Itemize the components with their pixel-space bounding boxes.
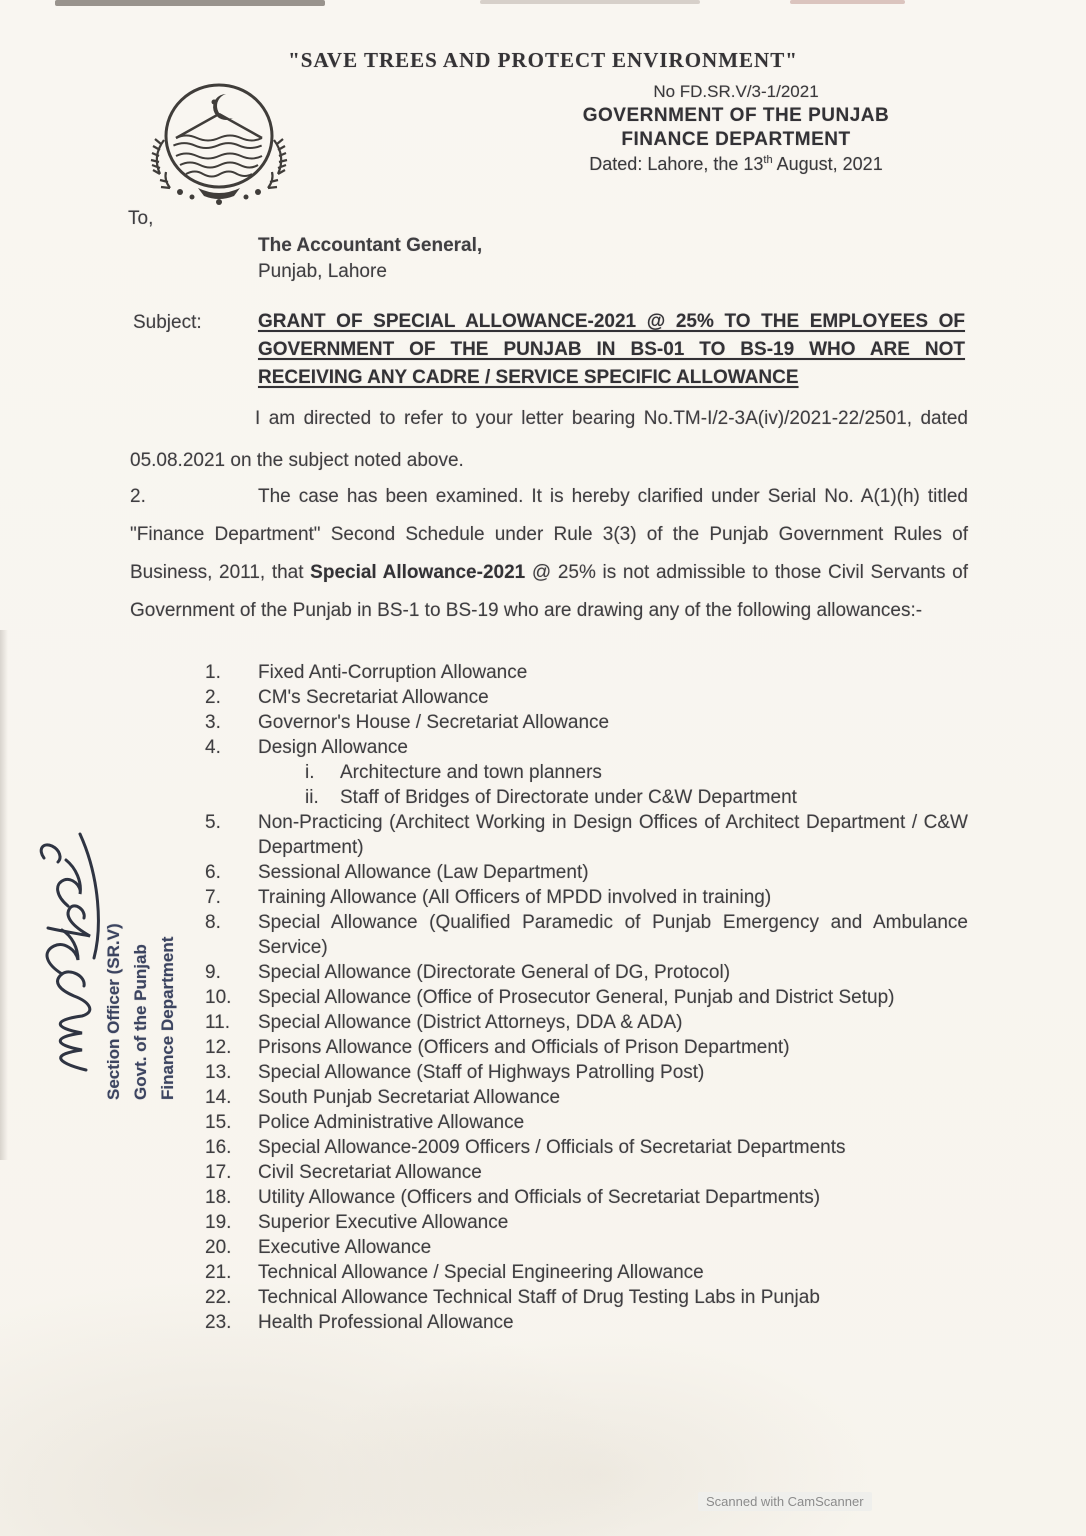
- scan-artifact-top-middle: [480, 0, 700, 4]
- paragraph-2: [130, 478, 968, 630]
- allowance-item: 11. Special Allowance (District Attorneys, DDA & ADA): [205, 1012, 683, 1033]
- paragraph-1: I am directed to refer to your letter bearing No.TM-I/2-3A(iv)/2021-22/2501, dated 05.08.2021 on the subject noted above.: [130, 408, 968, 471]
- handwritten-signature: [28, 818, 110, 1078]
- addressee-name: The Accountant General,: [258, 235, 483, 256]
- tagline: "SAVE TREES AND PROTECT ENVIRONMENT": [288, 48, 798, 72]
- allowance-item: 20. Executive Allowance: [205, 1237, 432, 1258]
- addressee-block: [258, 233, 482, 285]
- allowance-subitem: ii. Staff of Bridges of Directorate under C&W Department: [305, 787, 797, 808]
- allowance-item: 6. Sessional Allowance (Law Department): [205, 862, 589, 883]
- punjab-government-seal-icon: [146, 76, 292, 216]
- camscanner-watermark: Scanned with CamScanner: [698, 1492, 872, 1511]
- allowance-item: 17. Civil Secretariat Allowance: [205, 1162, 482, 1183]
- allowance-item: 9. Special Allowance (Directorate General of DG, Protocol): [205, 962, 731, 983]
- allowance-item: 5. Non-Practicing (Architect Working in Design Offices of Architect Department / C&W Department): [205, 812, 968, 858]
- scan-edge-smudge: [0, 630, 8, 1160]
- allowance-item: 8. Special Allowance (Qualified Paramedic of Punjab Emergency and Ambulance Service): [205, 912, 968, 958]
- allowance-item: 19. Superior Executive Allowance: [205, 1212, 509, 1233]
- allowance-item: 4. Design Allowance: [205, 737, 408, 758]
- scan-artifact-top-right: [790, 0, 905, 4]
- scan-artifact-top-left: [55, 0, 325, 6]
- allowance-item: 2. CM's Secretariat Allowance: [205, 687, 489, 708]
- allowance-item: 14. South Punjab Secretariat Allowance: [205, 1087, 561, 1108]
- paragraph-2-number: 2.: [130, 486, 146, 507]
- allowance-item: 22. Technical Allowance Technical Staff of Drug Testing Labs in Punjab: [205, 1287, 820, 1308]
- allowance-item: 21. Technical Allowance / Special Engineering Allowance: [205, 1262, 704, 1283]
- date-ordinal: th: [763, 154, 773, 166]
- paragraph-2-text-after: @ 25% is not admissible to those Civil Servants of Government of the Punjab in BS-1 to BS-19 who are drawing any of the following allowances:-: [130, 562, 969, 621]
- date-prefix: Dated: Lahore, the 13: [589, 154, 764, 174]
- signatory-title: Section Officer (SR.V): [104, 923, 123, 1100]
- allowance-item: 23. Health Professional Allowance: [205, 1312, 514, 1333]
- allowance-item: 1. Fixed Anti-Corruption Allowance: [205, 662, 528, 683]
- allowance-item: 18. Utility Allowance (Officers and Officials of Secretariat Departments): [205, 1187, 821, 1208]
- addressee-city: Punjab, Lahore: [258, 261, 387, 282]
- allowance-item: 13. Special Allowance (Staff of Highways Patrolling Post): [205, 1062, 705, 1083]
- paragraph-2-text-before: The case has been examined. It is hereby clarified under Serial No. A(1)(h) titled "Finance Department" Second Schedule under Rule 3(3) of the Punjab Government Rules of Business, 2011, that: [130, 486, 968, 583]
- allowance-list: [205, 660, 968, 1335]
- government-name: GOVERNMENT OF THE PUNJAB: [582, 105, 890, 126]
- subject-text: GRANT OF SPECIAL ALLOWANCE-2021 @ 25% TO THE EMPLOYEES OF GOVERNMENT OF THE PUNJAB IN BS-01 TO BS-19 WHO ARE NOT RECEIVING ANY CADRE / SERVICE SPECIFIC ALLOWANCE: [258, 311, 965, 388]
- signatory-stamp: [100, 850, 185, 1100]
- date-line: [556, 154, 916, 175]
- allowance-item: 15. Police Administrative Allowance: [205, 1112, 525, 1133]
- signatory-government: Govt. of the Punjab: [131, 944, 150, 1100]
- date-suffix: August, 2021: [772, 154, 883, 174]
- allowance-subitem: i. Architecture and town planners: [305, 762, 602, 783]
- allowance-item: 3. Governor's House / Secretariat Allowance: [205, 712, 610, 733]
- allowance-item: 16. Special Allowance-2009 Officers / Officials of Secretariat Departments: [205, 1137, 846, 1158]
- reference-number: No FD.SR.V/3-1/2021: [653, 82, 819, 101]
- paragraph-2-bold: Special Allowance-2021: [310, 562, 526, 583]
- letterhead: [556, 82, 916, 175]
- to-label: To,: [128, 208, 154, 229]
- allowance-item: 7. Training Allowance (All Officers of MPDD involved in training): [205, 887, 772, 908]
- allowance-item: 10. Special Allowance (Office of Prosecutor General, Punjab and District Setup): [205, 987, 895, 1008]
- subject-label: Subject:: [133, 312, 202, 333]
- allowance-item: 12. Prisons Allowance (Officers and Officials of Prison Department): [205, 1037, 790, 1058]
- department-name: FINANCE DEPARTMENT: [621, 129, 851, 150]
- signatory-department: Finance Department: [158, 936, 177, 1100]
